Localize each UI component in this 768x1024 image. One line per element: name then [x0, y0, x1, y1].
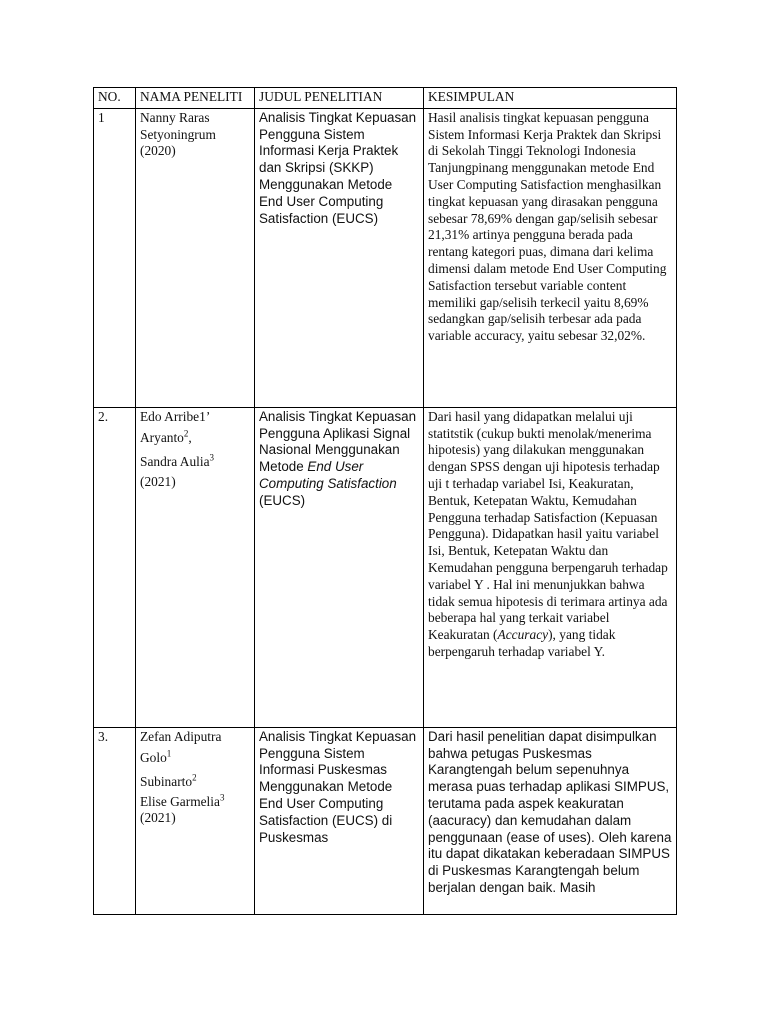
- header-no: NO.: [94, 88, 136, 109]
- row-number: 1: [94, 108, 136, 407]
- research-table: [93, 87, 677, 915]
- researcher-year: (2021): [140, 810, 176, 826]
- row-number: 2.: [94, 407, 136, 727]
- researcher-name-line: Elise Garmelia$^3$: [140, 792, 225, 809]
- research-title: Analisis Tingkat Kepuasan Pengguna Sistem Informasi Puskesmas Menggunakan Metode End User Computing Satisfaction (EUCS) di Puskesmas: [255, 727, 424, 914]
- researcher-name-line: Aryanto$^2$,: [140, 428, 192, 445]
- research-conclusion: Hasil analisis tingkat kepuasan pengguna Sistem Informasi Kerja Praktek dan Skripsi di Sekolah Tinggi Teknologi Indonesia Tanjungpinang menggunakan metode End User Computing Satisfaction menghasilkan tingkat kepuasan yang dirasakan pengguna sebesar 78,69% dengan gap/selisih sebesar 21,31% artinya pengguna berada pada rentang kategori puas, dimana dari kelima dimensi dalam metode End User Computing Satisfaction tersebut variable content memiliki gap/selisih terkecil yaitu 8,69% sedangkan gap/selisih terbesar ada pada variable accuracy, yaitu sebesar 32,02%.: [424, 108, 677, 407]
- researcher-name: [136, 407, 255, 727]
- table-header-row: [94, 88, 677, 109]
- researcher-year: (2021): [140, 473, 176, 489]
- row-number: 3.: [94, 727, 136, 914]
- research-title: Analisis Tingkat Kepuasan Pengguna Aplikasi Signal Nasional Menggunakan Metode End User Computing Satisfaction (EUCS): [255, 407, 424, 727]
- research-conclusion: Dari hasil yang didapatkan melalui uji statitstik (cukup bukti menolak/menerima hipotesis) yang dilakukan menggunakan dengan SPSS dengan uji hipotesis terhadap uji t terhadap variabel Isi, Keakuratan, Bentuk, Ketepatan Waktu, Kemudahan Pengguna terhadap Satisfaction (Kepuasan Pengguna). Didapatkan hasil yaitu variabel Isi, Bentuk, Ketepatan Waktu dan Kemudahan pengguna berpengaruh terhadap variabel Y . Hal ini menunjukkan bahwa tidak semua hipotesis di terimara artinya ada beberapa hal yang terkait variabel Keakuratan (Accuracy), yang tidak berpengaruh terhadap variabel Y.: [424, 407, 677, 727]
- research-conclusion: Dari hasil penelitian dapat disimpulkan bahwa petugas Puskesmas Karangtengah belum sepenuhnya merasa puas terhadap aplikasi SIMPUS, terutama pada aspek keakuratan (aacuracy) dan kemudahan dalam penggunaan (ease of uses). Oleh karena itu dapat dikatakan keberadaan SIMPUS di Puskesmas Karangtengah belum berjalan dengan baik. Masih: [424, 727, 677, 914]
- header-judul-penelitian: JUDUL PENELITIAN: [255, 88, 424, 109]
- table-row: [94, 727, 677, 914]
- researcher-year: (2020): [140, 143, 176, 159]
- researcher-name-line: Zefan Adiputra: [140, 728, 222, 744]
- header-nama-peneliti: NAMA PENELITI: [136, 88, 255, 109]
- header-kesimpulan: KESIMPULAN: [424, 88, 677, 109]
- researcher-name-line: Setyoningrum: [140, 126, 216, 142]
- researcher-name-line: Golo$^1$: [140, 748, 172, 765]
- research-title: Analisis Tingkat Kepuasan Pengguna Sistem Informasi Kerja Praktek dan Skripsi (SKKP) Menggunakan Metode End User Computing Satisfaction (EUCS): [255, 108, 424, 407]
- researcher-name-line: Subinarto$^2$: [140, 772, 197, 789]
- table-row: [94, 108, 677, 407]
- researcher-name: [136, 108, 255, 407]
- table-row: [94, 407, 677, 727]
- researcher-name: [136, 727, 255, 914]
- researcher-name-line: Edo Arribe1ʼ: [140, 408, 211, 424]
- researcher-name-line: Sandra Aulia$^3$: [140, 452, 215, 469]
- researcher-name-line: Nanny Raras: [140, 109, 210, 125]
